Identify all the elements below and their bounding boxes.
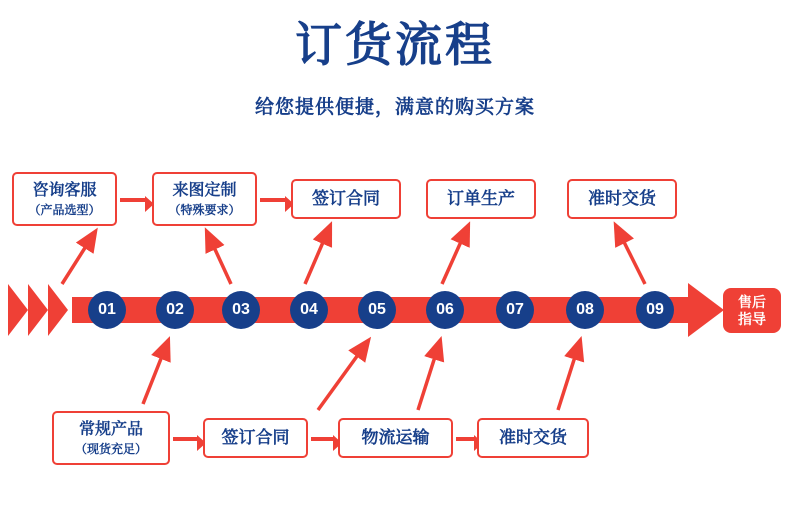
bottom-step-box-1[interactable] <box>52 411 170 465</box>
timeline-arrow-head <box>688 283 724 337</box>
timeline-node-8-label: 08 <box>576 301 594 318</box>
timeline-node-7[interactable] <box>496 291 534 329</box>
timeline-node-8[interactable] <box>566 291 604 329</box>
top-step-1-line2: （产品选型） <box>28 202 101 217</box>
top-step-5-line1: 准时交货 <box>588 189 656 209</box>
top-step-3-line1: 签订合同 <box>312 189 380 209</box>
bottom-step-4-line1: 准时交货 <box>499 428 567 448</box>
top-step-box-5[interactable] <box>567 179 677 219</box>
leader-bottom-1 <box>143 341 168 404</box>
bottom-step-box-4[interactable] <box>477 418 589 458</box>
top-step-box-2[interactable] <box>152 172 257 226</box>
leader-top-5 <box>616 226 645 284</box>
arrow-chevron-1 <box>8 284 28 336</box>
page-subtitle: 给您提供便捷，满意的购买方案 <box>254 97 535 118</box>
after-sales-badge-line1: 售后 <box>738 294 766 311</box>
after-sales-badge-line2: 指导 <box>738 310 766 327</box>
timeline-node-5-label: 05 <box>368 301 386 318</box>
leader-bottom-4 <box>558 341 580 410</box>
bottom-step-2-line1: 签订合同 <box>221 428 290 448</box>
leader-top-3 <box>305 226 330 284</box>
top-connector-1-2 <box>120 198 145 202</box>
arrow-chevron-3 <box>48 284 68 336</box>
leader-top-2 <box>207 232 231 284</box>
timeline-node-5[interactable] <box>358 291 396 329</box>
timeline-node-9-label: 09 <box>646 301 664 318</box>
top-step-box-4[interactable] <box>426 179 536 219</box>
top-step-box-3[interactable] <box>291 179 401 219</box>
page-title: 订货流程 <box>295 18 495 71</box>
bottom-step-1-line1: 常规产品 <box>78 420 143 438</box>
top-step-2-line2: （特殊要求） <box>168 202 241 217</box>
leader-top-1 <box>62 232 95 284</box>
leader-top-4 <box>442 226 468 284</box>
top-step-box-1[interactable] <box>12 172 117 226</box>
bottom-step-box-3[interactable] <box>338 418 453 458</box>
timeline-node-2[interactable] <box>156 291 194 329</box>
timeline-node-3[interactable] <box>222 291 260 329</box>
bottom-step-3-line1: 物流运输 <box>361 428 430 448</box>
top-step-1-line1: 咨询客服 <box>32 181 97 199</box>
leader-bottom-2 <box>318 341 368 410</box>
after-sales-badge[interactable] <box>723 288 781 333</box>
top-step-4-line1: 订单生产 <box>447 189 515 209</box>
bottom-connector-1-2 <box>173 437 197 441</box>
timeline-node-1[interactable] <box>88 291 126 329</box>
bottom-connector-3-4 <box>456 437 474 441</box>
arrow-chevron-2 <box>28 284 48 336</box>
bottom-step-box-2[interactable] <box>203 418 308 458</box>
bottom-connector-2-3 <box>311 437 333 441</box>
bottom-step-1-line2: （现货充足） <box>74 441 147 456</box>
top-connector-2-3 <box>260 198 285 202</box>
timeline-node-9[interactable] <box>636 291 674 329</box>
timeline-node-2-label: 02 <box>166 301 184 318</box>
timeline-node-7-label: 07 <box>506 301 524 318</box>
leader-bottom-3 <box>418 341 440 410</box>
timeline-node-1-label: 01 <box>98 301 116 318</box>
timeline-node-4-label: 04 <box>300 301 318 318</box>
timeline-node-6-label: 06 <box>436 301 454 318</box>
timeline-node-3-label: 03 <box>232 301 250 318</box>
timeline-node-4[interactable] <box>290 291 328 329</box>
timeline-node-6[interactable] <box>426 291 464 329</box>
top-step-2-line1: 来图定制 <box>172 181 237 199</box>
